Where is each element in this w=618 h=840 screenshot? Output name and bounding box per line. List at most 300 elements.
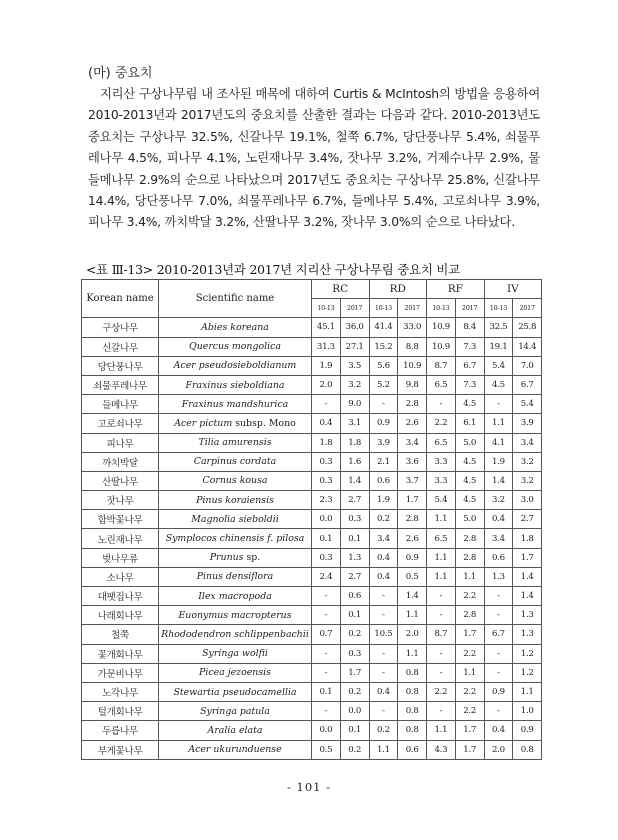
- value-cell-rc-2017: 0.1: [340, 721, 369, 740]
- scientific-name-text: Abies koreana: [201, 321, 269, 333]
- value-cell-rd-2017: 3.7: [398, 471, 427, 490]
- value-cell-rf-1013: 2.2: [427, 682, 456, 701]
- value-cell-iv-1013: 3.4: [484, 529, 513, 548]
- header-period-rd-2017: 2017: [398, 299, 427, 318]
- scientific-name-cell: [159, 702, 312, 721]
- value-cell-rf-2017: 5.0: [455, 433, 484, 452]
- value-cell-rd-1013: 5.6: [369, 356, 398, 375]
- scientific-name-text: Fraxinus sieboldiana: [185, 379, 285, 391]
- scientific-name-text: Euonymus macropterus: [178, 609, 292, 621]
- table-row: [82, 606, 542, 625]
- value-cell-iv-1013: 0.4: [484, 510, 513, 529]
- value-cell-rc-2017: 9.0: [340, 395, 369, 414]
- value-cell-iv-2017: 3.4: [513, 433, 542, 452]
- scientific-name-text: Pinus densiflora: [196, 571, 274, 583]
- header-period-rc-1013: 10-13: [312, 299, 341, 318]
- table-row: [82, 548, 542, 567]
- scientific-name-cell: [159, 567, 312, 586]
- scientific-name-text: Stewartia pseudocamellia: [173, 686, 297, 698]
- value-cell-rf-2017: 2.8: [455, 548, 484, 567]
- header-korean-name: Korean name: [82, 280, 159, 318]
- value-cell-iv-1013: 19.1: [484, 337, 513, 356]
- value-cell-rf-1013: 6.5: [427, 529, 456, 548]
- korean-name-cell: 털개회나무: [82, 702, 159, 721]
- value-cell-rd-1013: 3.4: [369, 529, 398, 548]
- value-cell-rc-1013: 2.4: [312, 567, 341, 586]
- value-cell-rc-2017: 0.2: [340, 682, 369, 701]
- value-cell-iv-1013: 1.1: [484, 414, 513, 433]
- scientific-name-text: Fraxinus mandshurica: [181, 398, 289, 410]
- value-cell-rd-1013: -: [369, 395, 398, 414]
- value-cell-rd-2017: 0.8: [398, 682, 427, 701]
- value-cell-rc-1013: 31.3: [312, 337, 341, 356]
- scientific-name-text: Acer pseudosieboldianum: [173, 360, 297, 372]
- header-period-rd-1013: 10-13: [369, 299, 398, 318]
- value-cell-rd-2017: 1.1: [398, 606, 427, 625]
- table-row: [82, 510, 542, 529]
- value-cell-rc-2017: 0.2: [340, 740, 369, 759]
- korean-name-cell: 노린재나무: [82, 529, 159, 548]
- value-cell-rf-1013: 1.1: [427, 548, 456, 567]
- value-cell-rd-2017: 2.0: [398, 625, 427, 644]
- value-cell-rf-1013: 4.3: [427, 740, 456, 759]
- table-row: [82, 682, 542, 701]
- value-cell-rc-1013: 0.3: [312, 471, 341, 490]
- value-cell-rf-1013: 3.3: [427, 471, 456, 490]
- value-cell-rc-2017: 0.6: [340, 587, 369, 606]
- value-cell-rd-1013: -: [369, 606, 398, 625]
- value-cell-iv-1013: -: [484, 395, 513, 414]
- scientific-name-cell: [159, 452, 312, 471]
- scientific-name-cell: [159, 433, 312, 452]
- korean-name-cell: 꽃개회나무: [82, 644, 159, 663]
- table-row: [82, 318, 542, 337]
- scientific-name-cell: [159, 682, 312, 701]
- value-cell-rd-2017: 2.6: [398, 414, 427, 433]
- value-cell-iv-1013: 1.9: [484, 452, 513, 471]
- value-cell-rd-2017: 1.4: [398, 587, 427, 606]
- value-cell-rd-2017: 0.5: [398, 567, 427, 586]
- value-cell-rf-1013: 1.1: [427, 721, 456, 740]
- korean-name-cell: 벚나무류: [82, 548, 159, 567]
- value-cell-rc-2017: 1.8: [340, 433, 369, 452]
- value-cell-iv-1013: -: [484, 587, 513, 606]
- value-cell-rd-1013: 0.4: [369, 567, 398, 586]
- header-group-rd: RD: [369, 280, 427, 299]
- value-cell-rc-2017: 3.2: [340, 375, 369, 394]
- value-cell-iv-2017: 3.9: [513, 414, 542, 433]
- value-cell-rd-2017: 2.8: [398, 395, 427, 414]
- value-cell-iv-2017: 1.4: [513, 567, 542, 586]
- table-row: [82, 491, 542, 510]
- scientific-name-cell: [159, 625, 312, 644]
- value-cell-rf-2017: 2.2: [455, 682, 484, 701]
- value-cell-rd-2017: 0.8: [398, 721, 427, 740]
- value-cell-rc-1013: -: [312, 663, 341, 682]
- value-cell-rc-2017: 0.1: [340, 529, 369, 548]
- scientific-name-text: Pinus koraiensis: [196, 494, 274, 506]
- value-cell-rd-1013: 0.2: [369, 721, 398, 740]
- value-cell-iv-1013: -: [484, 663, 513, 682]
- value-cell-rc-1013: -: [312, 606, 341, 625]
- value-cell-iv-1013: 2.0: [484, 740, 513, 759]
- value-cell-iv-1013: -: [484, 702, 513, 721]
- value-cell-rd-1013: 5.2: [369, 375, 398, 394]
- header-period-iv-2017: 2017: [513, 299, 542, 318]
- value-cell-rd-1013: 3.9: [369, 433, 398, 452]
- value-cell-rf-2017: 4.5: [455, 471, 484, 490]
- value-cell-rd-1013: 0.2: [369, 510, 398, 529]
- value-cell-iv-1013: 1.3: [484, 567, 513, 586]
- value-cell-rf-1013: 1.1: [427, 510, 456, 529]
- scientific-name-text: Syringa patula: [200, 705, 270, 717]
- section-heading: (마) 중요치: [88, 66, 153, 81]
- value-cell-rc-1013: 0.7: [312, 625, 341, 644]
- value-cell-rd-1013: -: [369, 702, 398, 721]
- scientific-name-cell: [159, 337, 312, 356]
- table-header: [82, 280, 542, 318]
- value-cell-rc-2017: 0.1: [340, 606, 369, 625]
- value-cell-iv-2017: 0.9: [513, 721, 542, 740]
- table-row: [82, 721, 542, 740]
- value-cell-iv-2017: 3.2: [513, 452, 542, 471]
- header-period-iv-1013: 10-13: [484, 299, 513, 318]
- korean-name-cell: 고로쇠나무: [82, 414, 159, 433]
- value-cell-rf-1013: 8.7: [427, 625, 456, 644]
- value-cell-rd-1013: 0.6: [369, 471, 398, 490]
- korean-name-cell: 두릅나무: [82, 721, 159, 740]
- value-cell-iv-2017: 1.1: [513, 682, 542, 701]
- table-body: [82, 318, 542, 759]
- scientific-name-text: Quercus mongolica: [189, 341, 281, 353]
- korean-name-cell: 나래회나무: [82, 606, 159, 625]
- value-cell-iv-1013: -: [484, 644, 513, 663]
- scientific-name-cell: [159, 491, 312, 510]
- value-cell-iv-2017: 1.4: [513, 587, 542, 606]
- table-row: [82, 414, 542, 433]
- value-cell-rc-2017: 1.4: [340, 471, 369, 490]
- body-paragraph: 지리산 구상나무림 내 조사된 매목에 대하여 Curtis & McIntosh의 방법을 응용하여 2010-2013년과 2017년도의 중요치를 산출한 결과는 다음과 같다. 2010-2013년도 중요치는 구상나무 32.5%, 신갈나무 19.1%, 철쭉 6.7%, 당단풍나무 5.4%, 쇠물푸레나무 4.5%, 피나무 4.1%, 노린재나무 3.4%, 잣나무 3.2%, 거제수나무 2.9%, 물들메나무 2.9%의 순으로 나타났으며 2017년도 중요치는 구상나무 25.8%, 신갈나무 14.4%, 당단풍나무 7.0%, 쇠물푸레나무 6.7%, 들메나무 5.4%, 고로쇠나무 3.9%, 피나무 3.4%, 까치박달 3.2%, 산딸나무 3.2%, 잣나무 3.0%의 순으로 나타났다.: [88, 87, 540, 230]
- value-cell-rd-1013: 10.5: [369, 625, 398, 644]
- scientific-name-cell: [159, 663, 312, 682]
- korean-name-cell: 까치박달: [82, 452, 159, 471]
- value-cell-rc-1013: 0.1: [312, 682, 341, 701]
- value-cell-rf-1013: -: [427, 663, 456, 682]
- value-cell-rd-2017: 8.8: [398, 337, 427, 356]
- korean-name-cell: 소나무: [82, 567, 159, 586]
- value-cell-rf-2017: 2.2: [455, 702, 484, 721]
- value-cell-iv-2017: 1.2: [513, 663, 542, 682]
- value-cell-rf-1013: 10.9: [427, 337, 456, 356]
- value-cell-rc-2017: 1.7: [340, 663, 369, 682]
- value-cell-iv-2017: 7.0: [513, 356, 542, 375]
- value-cell-rf-2017: 4.5: [455, 452, 484, 471]
- value-cell-rc-2017: 3.5: [340, 356, 369, 375]
- scientific-name-cell: [159, 395, 312, 414]
- value-cell-iv-1013: 0.9: [484, 682, 513, 701]
- table-row: [82, 452, 542, 471]
- table-caption: <표 Ⅲ-13> 2010-2013년과 2017년 지리산 구상나무림 중요치 비교: [86, 262, 460, 277]
- value-cell-rc-1013: -: [312, 702, 341, 721]
- scientific-name-cell: [159, 548, 312, 567]
- value-cell-iv-2017: 1.7: [513, 548, 542, 567]
- header-period-rf-1013: 10-13: [427, 299, 456, 318]
- value-cell-rc-1013: 0.3: [312, 452, 341, 471]
- value-cell-iv-2017: 3.2: [513, 471, 542, 490]
- value-cell-rd-1013: 0.4: [369, 682, 398, 701]
- value-cell-iv-1013: 3.2: [484, 491, 513, 510]
- scientific-name-text: Rhododendron schlippenbachii: [161, 628, 309, 640]
- value-cell-rc-1013: 45.1: [312, 318, 341, 337]
- value-cell-iv-2017: 25.8: [513, 318, 542, 337]
- value-cell-rc-2017: 1.3: [340, 548, 369, 567]
- value-cell-rf-2017: 7.3: [455, 337, 484, 356]
- value-cell-rc-2017: 2.7: [340, 491, 369, 510]
- value-cell-rd-1013: 0.9: [369, 414, 398, 433]
- table-row: [82, 702, 542, 721]
- value-cell-iv-2017: 3.0: [513, 491, 542, 510]
- value-cell-rf-2017: 2.8: [455, 529, 484, 548]
- header-period-rf-2017: 2017: [455, 299, 484, 318]
- value-cell-iv-2017: 1.8: [513, 529, 542, 548]
- scientific-name-cell: [159, 414, 312, 433]
- value-cell-rd-2017: 0.8: [398, 663, 427, 682]
- value-cell-iv-2017: 2.7: [513, 510, 542, 529]
- scientific-name-cell: [159, 356, 312, 375]
- value-cell-iv-1013: 32.5: [484, 318, 513, 337]
- value-cell-rd-1013: 1.1: [369, 740, 398, 759]
- table-row: [82, 663, 542, 682]
- value-cell-rc-2017: 1.6: [340, 452, 369, 471]
- table-row: [82, 625, 542, 644]
- value-cell-rf-2017: 1.1: [455, 663, 484, 682]
- value-cell-rd-2017: 0.8: [398, 702, 427, 721]
- value-cell-rf-1013: -: [427, 702, 456, 721]
- value-cell-rd-2017: 1.7: [398, 491, 427, 510]
- scientific-name-text: Acer pictum: [174, 417, 233, 429]
- value-cell-rf-2017: 1.7: [455, 721, 484, 740]
- value-cell-rc-1013: 1.8: [312, 433, 341, 452]
- table-row: [82, 740, 542, 759]
- table-row: [82, 356, 542, 375]
- value-cell-rf-2017: 8.4: [455, 318, 484, 337]
- value-cell-rc-1013: 0.3: [312, 548, 341, 567]
- header-group-iv: IV: [484, 280, 542, 299]
- value-cell-rd-1013: 0.4: [369, 548, 398, 567]
- value-cell-iv-2017: 5.4: [513, 395, 542, 414]
- table-row: [82, 337, 542, 356]
- korean-name-cell: 대팻집나무: [82, 587, 159, 606]
- value-cell-iv-1013: 5.4: [484, 356, 513, 375]
- scientific-name-text: Aralia elata: [207, 724, 263, 736]
- value-cell-rd-1013: 1.9: [369, 491, 398, 510]
- scientific-name-suffix: subsp. Mono: [232, 417, 296, 429]
- value-cell-rd-1013: 41.4: [369, 318, 398, 337]
- scientific-name-cell: [159, 587, 312, 606]
- korean-name-cell: 함박꽃나무: [82, 510, 159, 529]
- value-cell-rf-2017: 2.8: [455, 606, 484, 625]
- scientific-name-cell: [159, 375, 312, 394]
- scientific-name-cell: [159, 644, 312, 663]
- value-cell-rc-2017: 0.3: [340, 510, 369, 529]
- value-cell-iv-1013: 0.4: [484, 721, 513, 740]
- table-row: [82, 644, 542, 663]
- scientific-name-text: Picea jezoensis: [199, 667, 271, 679]
- value-cell-rf-2017: 6.7: [455, 356, 484, 375]
- value-cell-rf-1013: 5.4: [427, 491, 456, 510]
- body-paragraph-container: [88, 84, 540, 234]
- value-cell-rf-1013: 6.5: [427, 375, 456, 394]
- value-cell-iv-1013: -: [484, 606, 513, 625]
- value-cell-rf-2017: 2.2: [455, 644, 484, 663]
- value-cell-rd-2017: 2.6: [398, 529, 427, 548]
- value-cell-rd-2017: 2.8: [398, 510, 427, 529]
- scientific-name-text: Prunus: [209, 552, 244, 564]
- value-cell-iv-1013: 0.6: [484, 548, 513, 567]
- value-cell-rc-1013: 2.0: [312, 375, 341, 394]
- value-cell-iv-2017: 14.4: [513, 337, 542, 356]
- value-cell-iv-2017: 1.3: [513, 606, 542, 625]
- value-cell-iv-2017: 1.0: [513, 702, 542, 721]
- value-cell-rc-1013: 0.1: [312, 529, 341, 548]
- value-cell-rd-1013: -: [369, 663, 398, 682]
- table-row: [82, 433, 542, 452]
- value-cell-rd-2017: 10.9: [398, 356, 427, 375]
- korean-name-cell: 잣나무: [82, 491, 159, 510]
- scientific-name-cell: [159, 606, 312, 625]
- scientific-name-suffix: sp.: [243, 552, 261, 564]
- value-cell-rc-2017: 2.7: [340, 567, 369, 586]
- korean-name-cell: 쇠물푸레나무: [82, 375, 159, 394]
- value-cell-iv-1013: 4.5: [484, 375, 513, 394]
- value-cell-rd-1013: 2.1: [369, 452, 398, 471]
- table-row: [82, 529, 542, 548]
- value-cell-iv-1013: 4.1: [484, 433, 513, 452]
- page-number: - 101 -: [286, 780, 332, 794]
- value-cell-iv-2017: 1.2: [513, 644, 542, 663]
- value-cell-rd-1013: -: [369, 587, 398, 606]
- value-cell-rd-2017: 0.9: [398, 548, 427, 567]
- scientific-name-cell: [159, 529, 312, 548]
- table-row: [82, 587, 542, 606]
- value-cell-rd-2017: 33.0: [398, 318, 427, 337]
- korean-name-cell: 노각나무: [82, 682, 159, 701]
- header-scientific-name: Scientific name: [159, 280, 312, 318]
- scientific-name-text: Ilex macropoda: [198, 590, 272, 602]
- scientific-name-text: Tilia amurensis: [198, 437, 272, 449]
- value-cell-rd-2017: 9.8: [398, 375, 427, 394]
- value-cell-rf-1013: -: [427, 395, 456, 414]
- value-cell-iv-2017: 0.8: [513, 740, 542, 759]
- value-cell-rc-1013: -: [312, 644, 341, 663]
- value-cell-rf-1013: 10.9: [427, 318, 456, 337]
- value-cell-rf-1013: -: [427, 587, 456, 606]
- korean-name-cell: 구상나무: [82, 318, 159, 337]
- scientific-name-text: Cornus kousa: [202, 475, 268, 487]
- value-cell-rc-1013: 1.9: [312, 356, 341, 375]
- value-cell-iv-2017: 1.3: [513, 625, 542, 644]
- korean-name-cell: 부게꽃나무: [82, 740, 159, 759]
- value-cell-rf-2017: 1.1: [455, 567, 484, 586]
- header-group-rc: RC: [312, 280, 370, 299]
- value-cell-rf-2017: 4.5: [455, 395, 484, 414]
- value-cell-rf-1013: 1.1: [427, 567, 456, 586]
- value-cell-rf-1013: 3.3: [427, 452, 456, 471]
- value-cell-rf-1013: 2.2: [427, 414, 456, 433]
- scientific-name-cell: [159, 318, 312, 337]
- table-row: [82, 395, 542, 414]
- value-cell-rd-1013: 15.2: [369, 337, 398, 356]
- value-cell-rc-2017: 3.1: [340, 414, 369, 433]
- value-cell-rc-1013: -: [312, 587, 341, 606]
- value-cell-rc-1013: 2.3: [312, 491, 341, 510]
- header-period-rc-2017: 2017: [340, 299, 369, 318]
- value-cell-iv-2017: 6.7: [513, 375, 542, 394]
- value-cell-rf-2017: 5.0: [455, 510, 484, 529]
- scientific-name-cell: [159, 721, 312, 740]
- value-cell-rd-2017: 0.6: [398, 740, 427, 759]
- value-cell-rc-2017: 36.0: [340, 318, 369, 337]
- scientific-name-cell: [159, 471, 312, 490]
- value-cell-rc-1013: 0.0: [312, 510, 341, 529]
- korean-name-cell: 철쭉: [82, 625, 159, 644]
- korean-name-cell: 가문비나무: [82, 663, 159, 682]
- value-cell-rf-2017: 1.7: [455, 740, 484, 759]
- table-row: [82, 375, 542, 394]
- korean-name-cell: 피나무: [82, 433, 159, 452]
- value-cell-iv-1013: 6.7: [484, 625, 513, 644]
- scientific-name-text: Carpinus cordata: [193, 456, 277, 468]
- value-cell-rd-1013: -: [369, 644, 398, 663]
- value-cell-rf-1013: 8.7: [427, 356, 456, 375]
- value-cell-rd-2017: 1.1: [398, 644, 427, 663]
- scientific-name-text: Acer ukurunduense: [188, 744, 282, 756]
- scientific-name-text: Magnolia sieboldii: [191, 513, 279, 525]
- korean-name-cell: 신갈나무: [82, 337, 159, 356]
- table-row: [82, 471, 542, 490]
- value-cell-iv-1013: 1.4: [484, 471, 513, 490]
- value-cell-rd-2017: 3.4: [398, 433, 427, 452]
- value-cell-rc-1013: 0.5: [312, 740, 341, 759]
- value-cell-rf-1013: -: [427, 644, 456, 663]
- value-cell-rc-1013: 0.0: [312, 721, 341, 740]
- value-cell-rf-2017: 4.5: [455, 491, 484, 510]
- value-cell-rc-2017: 0.2: [340, 625, 369, 644]
- value-cell-rd-2017: 3.6: [398, 452, 427, 471]
- korean-name-cell: 들메나무: [82, 395, 159, 414]
- value-cell-rc-1013: 0.4: [312, 414, 341, 433]
- scientific-name-text: Syringa wolfii: [202, 648, 268, 660]
- value-cell-rf-1013: -: [427, 606, 456, 625]
- header-group-rf: RF: [427, 280, 485, 299]
- value-cell-rc-1013: -: [312, 395, 341, 414]
- value-cell-rf-2017: 6.1: [455, 414, 484, 433]
- value-cell-rf-2017: 7.3: [455, 375, 484, 394]
- table-row: [82, 567, 542, 586]
- value-cell-rc-2017: 27.1: [340, 337, 369, 356]
- value-cell-rc-2017: 0.3: [340, 644, 369, 663]
- value-cell-rf-1013: 6.5: [427, 433, 456, 452]
- value-cell-rc-2017: 0.0: [340, 702, 369, 721]
- value-cell-rf-2017: 2.2: [455, 587, 484, 606]
- value-cell-rf-2017: 1.7: [455, 625, 484, 644]
- korean-name-cell: 산딸나무: [82, 471, 159, 490]
- scientific-name-text: Symplocos chinensis f. pilosa: [165, 533, 305, 545]
- importance-value-table: [81, 279, 542, 760]
- korean-name-cell: 당단풍나무: [82, 356, 159, 375]
- scientific-name-cell: [159, 510, 312, 529]
- header-row-groups: [82, 280, 542, 299]
